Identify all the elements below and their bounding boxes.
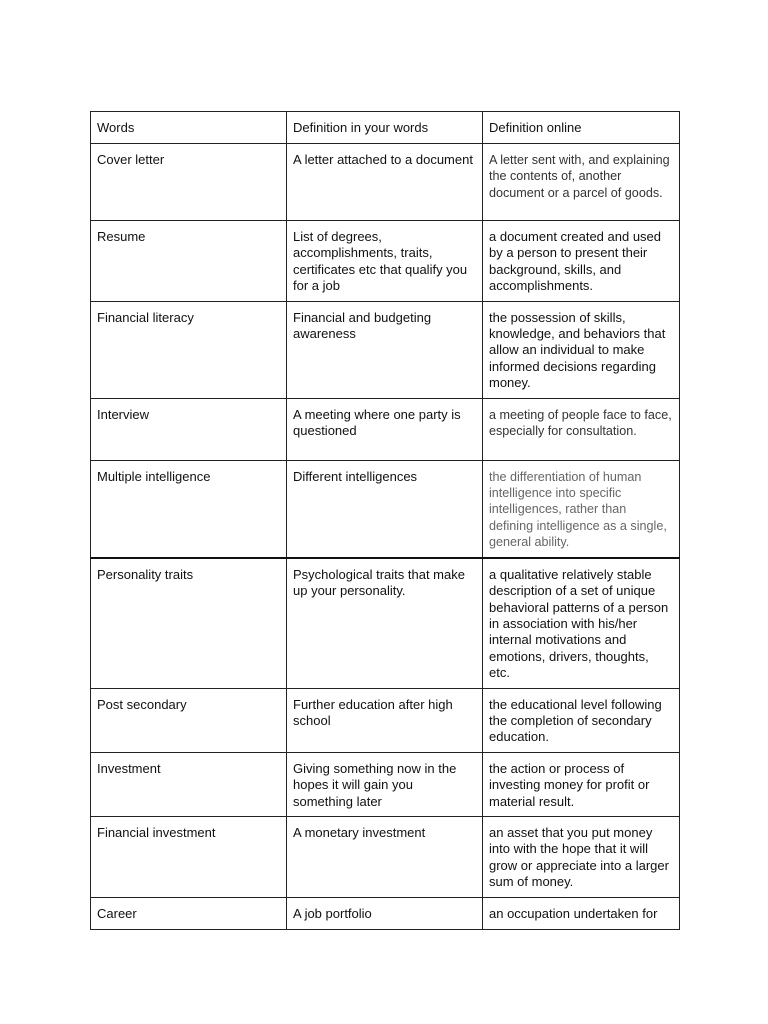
own-definition-cell: A monetary investment (287, 816, 483, 897)
own-definition-cell: A job portfolio (287, 897, 483, 929)
online-definition-cell: the educational level following the completion of secondary education. (483, 688, 680, 752)
table-row (91, 221, 680, 302)
table-row (91, 816, 680, 897)
online-definition-cell: an asset that you put money into with the hope that it will grow or appreciate into a larger sum of money. (483, 816, 680, 897)
table-row (91, 688, 680, 752)
online-definition-cell: the possession of skills, knowledge, and behaviors that allow an individual to make informed decisions regarding money. (483, 301, 680, 398)
online-definition-cell: a meeting of people face to face, especially for consultation. (483, 398, 680, 460)
table-row (91, 897, 680, 929)
word-cell: Personality traits (91, 558, 287, 688)
table-row (91, 558, 680, 688)
word-cell: Multiple intelligence (91, 460, 287, 558)
word-cell: Financial investment (91, 816, 287, 897)
table-row (91, 301, 680, 398)
own-definition-cell: Giving something now in the hopes it will gain you something later (287, 752, 483, 816)
table-header-row (91, 112, 680, 144)
online-definition-cell: the action or process of investing money for profit or material result. (483, 752, 680, 816)
header-definition-own: Definition in your words (287, 112, 483, 144)
online-definition-cell: a qualitative relatively stable description of a set of unique behavioral patterns of a person in association with his/her internal motivations and emotions, drivers, thoughts, etc. (483, 558, 680, 688)
own-definition-cell: Different intelligences (287, 460, 483, 558)
word-cell: Post secondary (91, 688, 287, 752)
table-row (91, 460, 680, 558)
own-definition-cell: Further education after high school (287, 688, 483, 752)
online-definition-cell: A letter sent with, and explaining the contents of, another document or a parcel of goods. (483, 144, 680, 221)
word-cell: Investment (91, 752, 287, 816)
own-definition-cell: A letter attached to a document (287, 144, 483, 221)
word-cell: Career (91, 897, 287, 929)
online-definition-cell: an occupation undertaken for (483, 897, 680, 929)
table-row (91, 398, 680, 460)
own-definition-cell: Psychological traits that make up your personality. (287, 558, 483, 688)
own-definition-cell: List of degrees, accomplishments, traits, certificates etc that qualify you for a job (287, 221, 483, 302)
own-definition-cell: A meeting where one party is questioned (287, 398, 483, 460)
vocabulary-table (90, 111, 680, 930)
word-cell: Resume (91, 221, 287, 302)
table-row (91, 144, 680, 221)
own-definition-cell: Financial and budgeting awareness (287, 301, 483, 398)
word-cell: Financial literacy (91, 301, 287, 398)
header-words: Words (91, 112, 287, 144)
header-definition-online: Definition online (483, 112, 680, 144)
table-row (91, 752, 680, 816)
word-cell: Cover letter (91, 144, 287, 221)
online-definition-cell: a document created and used by a person to present their background, skills, and accomplishments. (483, 221, 680, 302)
word-cell: Interview (91, 398, 287, 460)
online-definition-cell: the differentiation of human intelligence into specific intelligences, rather than defining intelligence as a single, general ability. (483, 460, 680, 558)
document-page (90, 111, 679, 930)
